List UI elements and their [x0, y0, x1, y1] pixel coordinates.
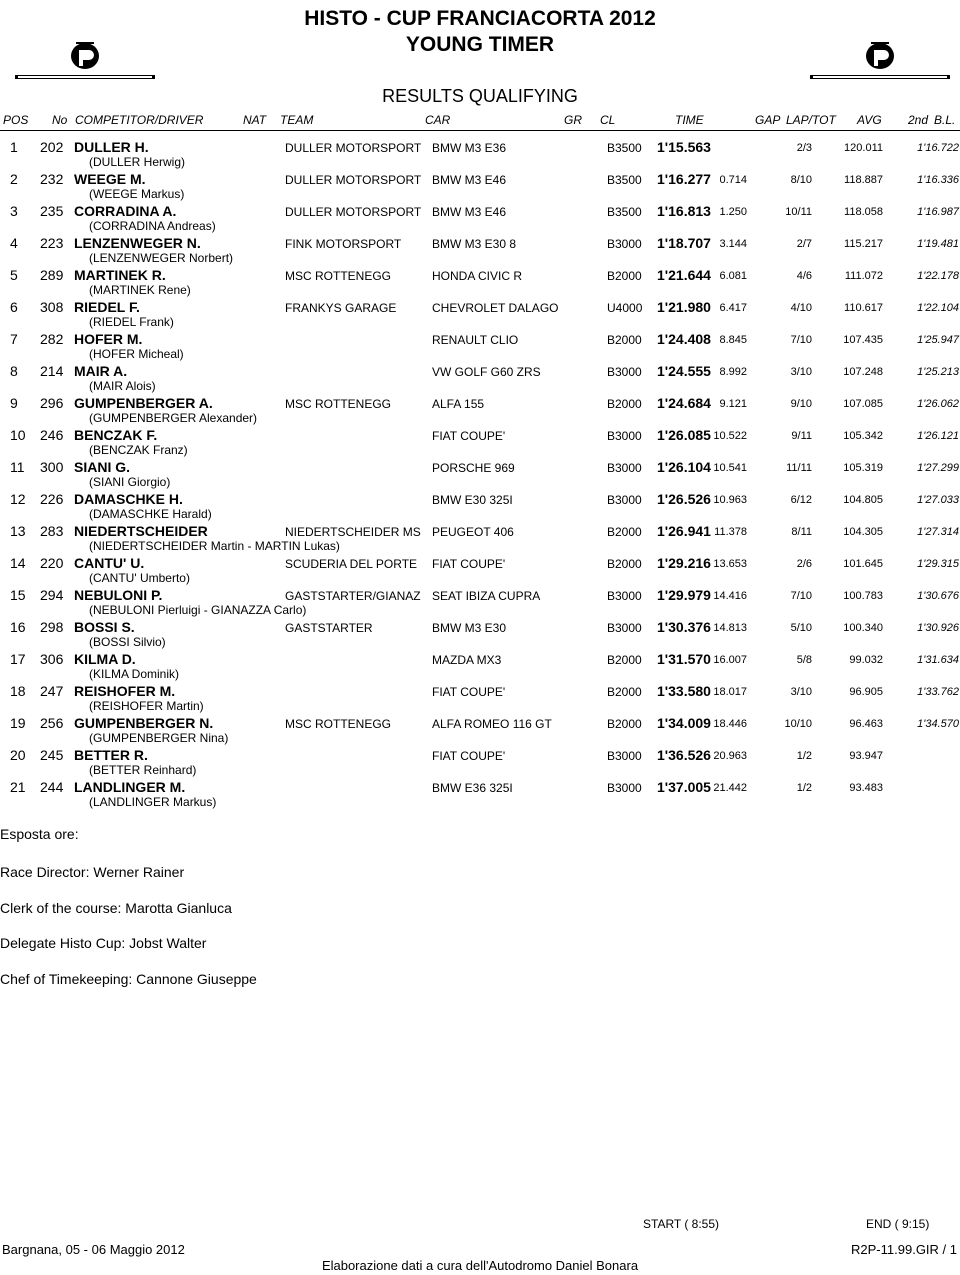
table-row [0, 715, 960, 747]
class: B2000 [607, 397, 642, 411]
session-start: START ( 8:55) [643, 1217, 720, 1231]
driver-name: WEEGE M. [74, 171, 146, 187]
driver-full-name: (BOSSI Silvio) [89, 635, 166, 649]
car-model: VW GOLF G60 ZRS [432, 365, 541, 379]
driver-name: GUMPENBERGER A. [74, 395, 213, 411]
lap-of-total: 11/11 [786, 462, 812, 474]
table-row [0, 779, 960, 811]
col-competitor: COMPETITOR/DRIVER [75, 113, 204, 127]
position: 21 [10, 779, 26, 795]
second-best-lap: 1'19.481 [917, 238, 959, 250]
lap-of-total: 9/10 [790, 398, 812, 410]
class: B2000 [607, 685, 642, 699]
driver-name: LENZENWEGER N. [74, 235, 201, 251]
class: B3000 [607, 493, 642, 507]
gap: 14.813 [713, 622, 747, 634]
team-name: FRANKYS GARAGE [285, 301, 397, 315]
gap: 18.446 [713, 718, 747, 730]
best-lap-time: 1'36.526 [657, 747, 711, 763]
lap-of-total: 4/10 [790, 302, 812, 314]
lap-of-total: 2/7 [796, 238, 812, 250]
driver-name: GUMPENBERGER N. [74, 715, 214, 731]
lap-of-total: 6/12 [790, 494, 812, 506]
table-row [0, 651, 960, 683]
car-number: 308 [40, 299, 64, 315]
second-best-lap: 1'16.987 [917, 206, 959, 218]
car-model: MAZDA MX3 [432, 653, 502, 667]
second-best-lap: 1'27.314 [917, 526, 959, 538]
place-date: Bargnana, 05 - 06 Maggio 2012 [2, 1242, 185, 1257]
car-number: 202 [40, 139, 64, 155]
team-name: MSC ROTTENEGG [285, 397, 392, 411]
second-best-lap: 1'22.178 [917, 270, 959, 282]
gap: 8.992 [719, 366, 747, 378]
driver-name: NEBULONI P. [74, 587, 163, 603]
driver-name: NIEDERTSCHEIDER [74, 523, 208, 539]
car-number: 300 [40, 459, 64, 475]
class: B3000 [607, 749, 642, 763]
position: 12 [10, 491, 26, 507]
table-row [0, 491, 960, 523]
driver-name: REISHOFER M. [74, 683, 176, 699]
driver-full-name: (KILMA Dominik) [89, 667, 180, 681]
team-name: FINK MOTORSPORT [285, 237, 402, 251]
best-lap-time: 1'29.979 [657, 587, 711, 603]
clerk-of-course: Clerk of the course: Marotta Gianluca [0, 900, 232, 916]
driver-name: SIANI G. [74, 459, 131, 475]
race-director: Race Director: Werner Rainer [0, 864, 185, 880]
document-reference: R2P-11.99.GIR / 1 [851, 1242, 957, 1257]
team-name: GASTSTARTER [285, 621, 373, 635]
position: 13 [10, 523, 26, 539]
lap-of-total: 2/6 [796, 558, 812, 570]
lap-of-total: 3/10 [790, 686, 812, 698]
car-number: 306 [40, 651, 64, 667]
second-best-lap: 1'30.926 [917, 622, 959, 634]
driver-name: CANTU' U. [74, 555, 145, 571]
second-best-lap: 1'30.676 [917, 590, 959, 602]
session-end: END ( 9:15) [866, 1217, 930, 1231]
car-number: 223 [40, 235, 64, 251]
col-nat: NAT [243, 113, 267, 127]
second-best-lap: 1'26.121 [917, 430, 959, 442]
driver-full-name: (LANDLINGER Markus) [89, 795, 217, 809]
lap-of-total: 9/11 [791, 430, 812, 442]
car-number: 247 [40, 683, 64, 699]
gap: 20.963 [713, 750, 747, 762]
col-gap: GAP [755, 113, 781, 127]
best-lap-time: 1'15.563 [657, 139, 711, 155]
second-best-lap: 1'25.213 [917, 366, 959, 378]
table-row [0, 171, 960, 203]
gap: 9.121 [719, 398, 747, 410]
car-model: FIAT COUPE' [432, 685, 506, 699]
lap-of-total: 10/11 [785, 206, 812, 218]
best-lap-time: 1'31.570 [657, 651, 711, 667]
average-speed: 104.805 [843, 494, 883, 506]
autodromo-logo-left [10, 38, 160, 83]
position: 10 [10, 427, 26, 443]
gap: 11.378 [714, 526, 747, 538]
second-best-lap: 1'34.570 [917, 718, 959, 730]
page-title: HISTO - CUP FRANCIACORTA 2012 [304, 7, 656, 30]
car-model: RENAULT CLIO [432, 333, 519, 347]
driver-full-name: (CANTU' Umberto) [89, 571, 190, 585]
position: 20 [10, 747, 26, 763]
class: B3000 [607, 621, 642, 635]
car-model: FIAT COUPE' [432, 429, 506, 443]
table-row [0, 523, 960, 555]
gap: 13.653 [713, 558, 747, 570]
car-number: 226 [40, 491, 64, 507]
class: B2000 [607, 653, 642, 667]
class: B3000 [607, 461, 642, 475]
car-number: 235 [40, 203, 64, 219]
driver-full-name: (SIANI Giorgio) [89, 475, 171, 489]
car-number: 298 [40, 619, 64, 635]
car-model: FIAT COUPE' [432, 749, 506, 763]
car-model: FIAT COUPE' [432, 557, 506, 571]
best-lap-time: 1'37.005 [657, 779, 711, 795]
best-lap-time: 1'21.980 [657, 299, 711, 315]
table-row [0, 587, 960, 619]
average-speed: 120.011 [844, 142, 883, 154]
header-divider [0, 130, 960, 131]
lap-of-total: 8/11 [791, 526, 812, 538]
car-number: 283 [40, 523, 64, 539]
driver-name: LANDLINGER M. [74, 779, 186, 795]
table-row [0, 427, 960, 459]
col-team: TEAM [280, 113, 314, 127]
average-speed: 96.905 [849, 686, 883, 698]
class: B3000 [607, 589, 642, 603]
table-row [0, 299, 960, 331]
page-subtitle-category: YOUNG TIMER [405, 33, 555, 56]
team-name: SCUDERIA DEL PORTE [285, 557, 418, 571]
second-best-lap: 1'31.634 [917, 654, 959, 666]
position: 6 [10, 299, 18, 315]
delegate: Delegate Histo Cup: Jobst Walter [0, 935, 207, 951]
average-speed: 107.248 [843, 366, 883, 378]
class: B2000 [607, 557, 642, 571]
driver-full-name: (DAMASCHKE Harald) [89, 507, 212, 521]
class: U4000 [607, 301, 643, 315]
best-lap-time: 1'21.644 [657, 267, 711, 283]
best-lap-time: 1'18.707 [657, 235, 711, 251]
position: 16 [10, 619, 26, 635]
best-lap-time: 1'26.526 [657, 491, 711, 507]
driver-full-name: (BETTER Reinhard) [89, 763, 197, 777]
second-best-lap: 1'29.315 [917, 558, 959, 570]
team-name: DULLER MOTORSPORT [285, 173, 422, 187]
position: 2 [10, 171, 18, 187]
average-speed: 111.072 [844, 270, 883, 282]
driver-full-name: (MARTINEK Rene) [89, 283, 191, 297]
col-cl: CL [600, 113, 616, 127]
class: B3000 [607, 429, 642, 443]
team-name: GASTSTARTER/GIANAZ [285, 589, 421, 603]
best-lap-time: 1'29.216 [657, 555, 711, 571]
average-speed: 96.463 [849, 718, 883, 730]
driver-full-name: (WEEGE Markus) [89, 187, 185, 201]
driver-name: MAIR A. [74, 363, 128, 379]
class: B3000 [607, 237, 642, 251]
lap-of-total: 4/6 [796, 270, 812, 282]
best-lap-time: 1'24.684 [657, 395, 711, 411]
average-speed: 118.887 [844, 174, 883, 186]
second-best-lap: 1'26.062 [917, 398, 959, 410]
table-row [0, 203, 960, 235]
gap: 16.007 [713, 654, 747, 666]
lap-of-total: 8/10 [790, 174, 812, 186]
class: B3500 [607, 173, 642, 187]
best-lap-time: 1'30.376 [657, 619, 711, 635]
average-speed: 115.217 [844, 238, 883, 250]
best-lap-time: 1'16.277 [657, 171, 711, 187]
lap-of-total: 5/8 [796, 654, 812, 666]
gap: 8.845 [719, 334, 747, 346]
position: 19 [10, 715, 26, 731]
driver-full-name: (NIEDERTSCHEIDER Martin - MARTIN Lukas) [89, 539, 340, 553]
car-model: PORSCHE 969 [432, 461, 515, 475]
second-best-lap: 1'22.104 [917, 302, 959, 314]
col-time: TIME [675, 113, 704, 127]
position: 7 [10, 331, 18, 347]
chief-timekeeping: Chef of Timekeeping: Cannone Giuseppe [0, 971, 257, 987]
team-name: MSC ROTTENEGG [285, 717, 392, 731]
average-speed: 118.058 [844, 206, 883, 218]
driver-full-name: (GUMPENBERGER Alexander) [89, 411, 258, 425]
second-best-lap: 1'27.299 [917, 462, 959, 474]
car-model: ALFA 155 [432, 397, 485, 411]
class: B2000 [607, 525, 642, 539]
class: B3500 [607, 141, 642, 155]
average-speed: 93.483 [849, 782, 883, 794]
second-best-lap: 1'16.722 [917, 142, 959, 154]
lap-of-total: 7/10 [790, 590, 812, 602]
driver-full-name: (RIEDEL Frank) [89, 315, 174, 329]
table-row [0, 683, 960, 715]
best-lap-time: 1'26.941 [657, 523, 711, 539]
average-speed: 105.319 [843, 462, 883, 474]
car-number: 246 [40, 427, 64, 443]
lap-of-total: 2/3 [796, 142, 812, 154]
car-model: HONDA CIVIC R [432, 269, 523, 283]
driver-full-name: (NEBULONI Pierluigi - GIANAZZA Carlo) [89, 603, 307, 617]
position: 17 [10, 651, 26, 667]
average-speed: 93.947 [849, 750, 883, 762]
lap-of-total: 1/2 [796, 750, 812, 762]
team-name: NIEDERTSCHEIDER MS [285, 525, 421, 539]
gap: 21.442 [713, 782, 747, 794]
table-row [0, 331, 960, 363]
car-number: 214 [40, 363, 64, 379]
gap: 1.250 [719, 206, 747, 218]
car-model: ALFA ROMEO 116 GT [432, 717, 552, 731]
average-speed: 99.032 [849, 654, 883, 666]
lap-of-total: 7/10 [790, 334, 812, 346]
best-lap-time: 1'33.580 [657, 683, 711, 699]
team-name: DULLER MOTORSPORT [285, 141, 422, 155]
car-model: BMW M3 E46 [432, 173, 507, 187]
car-model: PEUGEOT 406 [432, 525, 514, 539]
driver-name: HOFER M. [74, 331, 143, 347]
best-lap-time: 1'26.104 [657, 459, 711, 475]
average-speed: 100.340 [843, 622, 883, 634]
gap: 10.522 [713, 430, 747, 442]
average-speed: 110.617 [844, 302, 883, 314]
car-number: 220 [40, 555, 64, 571]
best-lap-time: 1'24.555 [657, 363, 711, 379]
average-speed: 107.085 [843, 398, 883, 410]
position: 18 [10, 683, 26, 699]
table-row [0, 555, 960, 587]
driver-name: DULLER H. [74, 139, 149, 155]
team-name: MSC ROTTENEGG [285, 269, 392, 283]
car-number: 232 [40, 171, 64, 187]
car-number: 245 [40, 747, 64, 763]
driver-name: BENCZAK F. [74, 427, 158, 443]
table-row [0, 747, 960, 779]
driver-name: KILMA D. [74, 651, 136, 667]
position: 1 [10, 139, 18, 155]
position: 14 [10, 555, 26, 571]
position: 8 [10, 363, 18, 379]
car-model: BMW E30 325I [432, 493, 513, 507]
second-best-lap: 1'27.033 [917, 494, 959, 506]
driver-full-name: (CORRADINA Andreas) [89, 219, 216, 233]
best-lap-time: 1'16.813 [657, 203, 711, 219]
col-no: No [52, 113, 68, 127]
col-gr: GR [564, 113, 582, 127]
class: B2000 [607, 269, 642, 283]
table-row [0, 619, 960, 651]
position: 4 [10, 235, 18, 251]
gap: 18.017 [713, 686, 747, 698]
average-speed: 107.435 [843, 334, 883, 346]
col-2nd: 2nd [908, 113, 929, 127]
car-number: 244 [40, 779, 64, 795]
driver-name: BETTER R. [74, 747, 148, 763]
gap: 6.081 [719, 270, 747, 282]
gap: 10.541 [713, 462, 747, 474]
table-row [0, 139, 960, 171]
car-number: 294 [40, 587, 64, 603]
gap: 14.416 [713, 590, 747, 602]
team-name: DULLER MOTORSPORT [285, 205, 422, 219]
autodromo-logo-right [805, 38, 955, 83]
driver-full-name: (HOFER Micheal) [89, 347, 184, 361]
position: 9 [10, 395, 18, 411]
average-speed: 105.342 [843, 430, 883, 442]
lap-of-total: 5/10 [790, 622, 812, 634]
second-best-lap: 1'16.336 [917, 174, 959, 186]
driver-full-name: (LENZENWEGER Norbert) [89, 251, 234, 265]
car-number: 296 [40, 395, 64, 411]
table-row [0, 459, 960, 491]
car-model: SEAT IBIZA CUPRA [432, 589, 541, 603]
lap-of-total: 1/2 [796, 782, 812, 794]
lap-of-total: 10/10 [784, 718, 812, 730]
driver-full-name: (GUMPENBERGER Nina) [89, 731, 229, 745]
car-model: BMW M3 E36 [432, 141, 507, 155]
average-speed: 100.783 [843, 590, 883, 602]
class: B3000 [607, 781, 642, 795]
car-model: BMW M3 E30 [432, 621, 507, 635]
data-credit: Elaborazione dati a cura dell'Autodromo Daniel Bonara [321, 1258, 639, 1273]
position: 3 [10, 203, 18, 219]
average-speed: 104.305 [843, 526, 883, 538]
second-best-lap: 1'33.762 [917, 686, 959, 698]
col-pos: POS [3, 113, 29, 127]
driver-full-name: (BENCZAK Franz) [89, 443, 188, 457]
car-number: 282 [40, 331, 64, 347]
car-number: 256 [40, 715, 64, 731]
results-heading: RESULTS QUALIFYING [382, 86, 578, 106]
driver-full-name: (MAIR Alois) [89, 379, 156, 393]
driver-name: BOSSI S. [74, 619, 135, 635]
position: 11 [10, 459, 25, 475]
best-lap-time: 1'34.009 [657, 715, 711, 731]
class: B2000 [607, 333, 642, 347]
col-avg: AVG [857, 113, 882, 127]
best-lap-time: 1'26.085 [657, 427, 711, 443]
car-model: BMW E36 325I [432, 781, 513, 795]
class: B2000 [607, 717, 642, 731]
driver-full-name: (DULLER Herwig) [89, 155, 186, 169]
gap: 3.144 [719, 238, 747, 250]
driver-full-name: (REISHOFER Martin) [89, 699, 204, 713]
table-row [0, 267, 960, 299]
driver-name: DAMASCHKE H. [74, 491, 183, 507]
col-bl: B.L. [934, 113, 956, 127]
driver-name: RIEDEL F. [74, 299, 140, 315]
col-car: CAR [425, 113, 451, 127]
second-best-lap: 1'25.947 [917, 334, 959, 346]
lap-of-total: 3/10 [790, 366, 812, 378]
gap: 6.417 [719, 302, 747, 314]
gap: 0.714 [719, 174, 747, 186]
driver-name: MARTINEK R. [74, 267, 166, 283]
best-lap-time: 1'24.408 [657, 331, 711, 347]
table-row [0, 395, 960, 427]
class: B3000 [607, 365, 642, 379]
car-model: BMW M3 E46 [432, 205, 507, 219]
driver-name: CORRADINA A. [74, 203, 177, 219]
average-speed: 101.645 [843, 558, 883, 570]
car-model: CHEVROLET DALAGO [432, 301, 559, 315]
car-number: 289 [40, 267, 64, 283]
table-row [0, 235, 960, 267]
position: 5 [10, 267, 18, 283]
car-model: BMW M3 E30 8 [432, 237, 517, 251]
col-laptot: LAP/TOT [786, 113, 836, 127]
class: B3500 [607, 205, 642, 219]
gap: 10.963 [713, 494, 747, 506]
table-row [0, 363, 960, 395]
position: 15 [10, 587, 26, 603]
esposta-label: Esposta ore: [0, 826, 79, 842]
